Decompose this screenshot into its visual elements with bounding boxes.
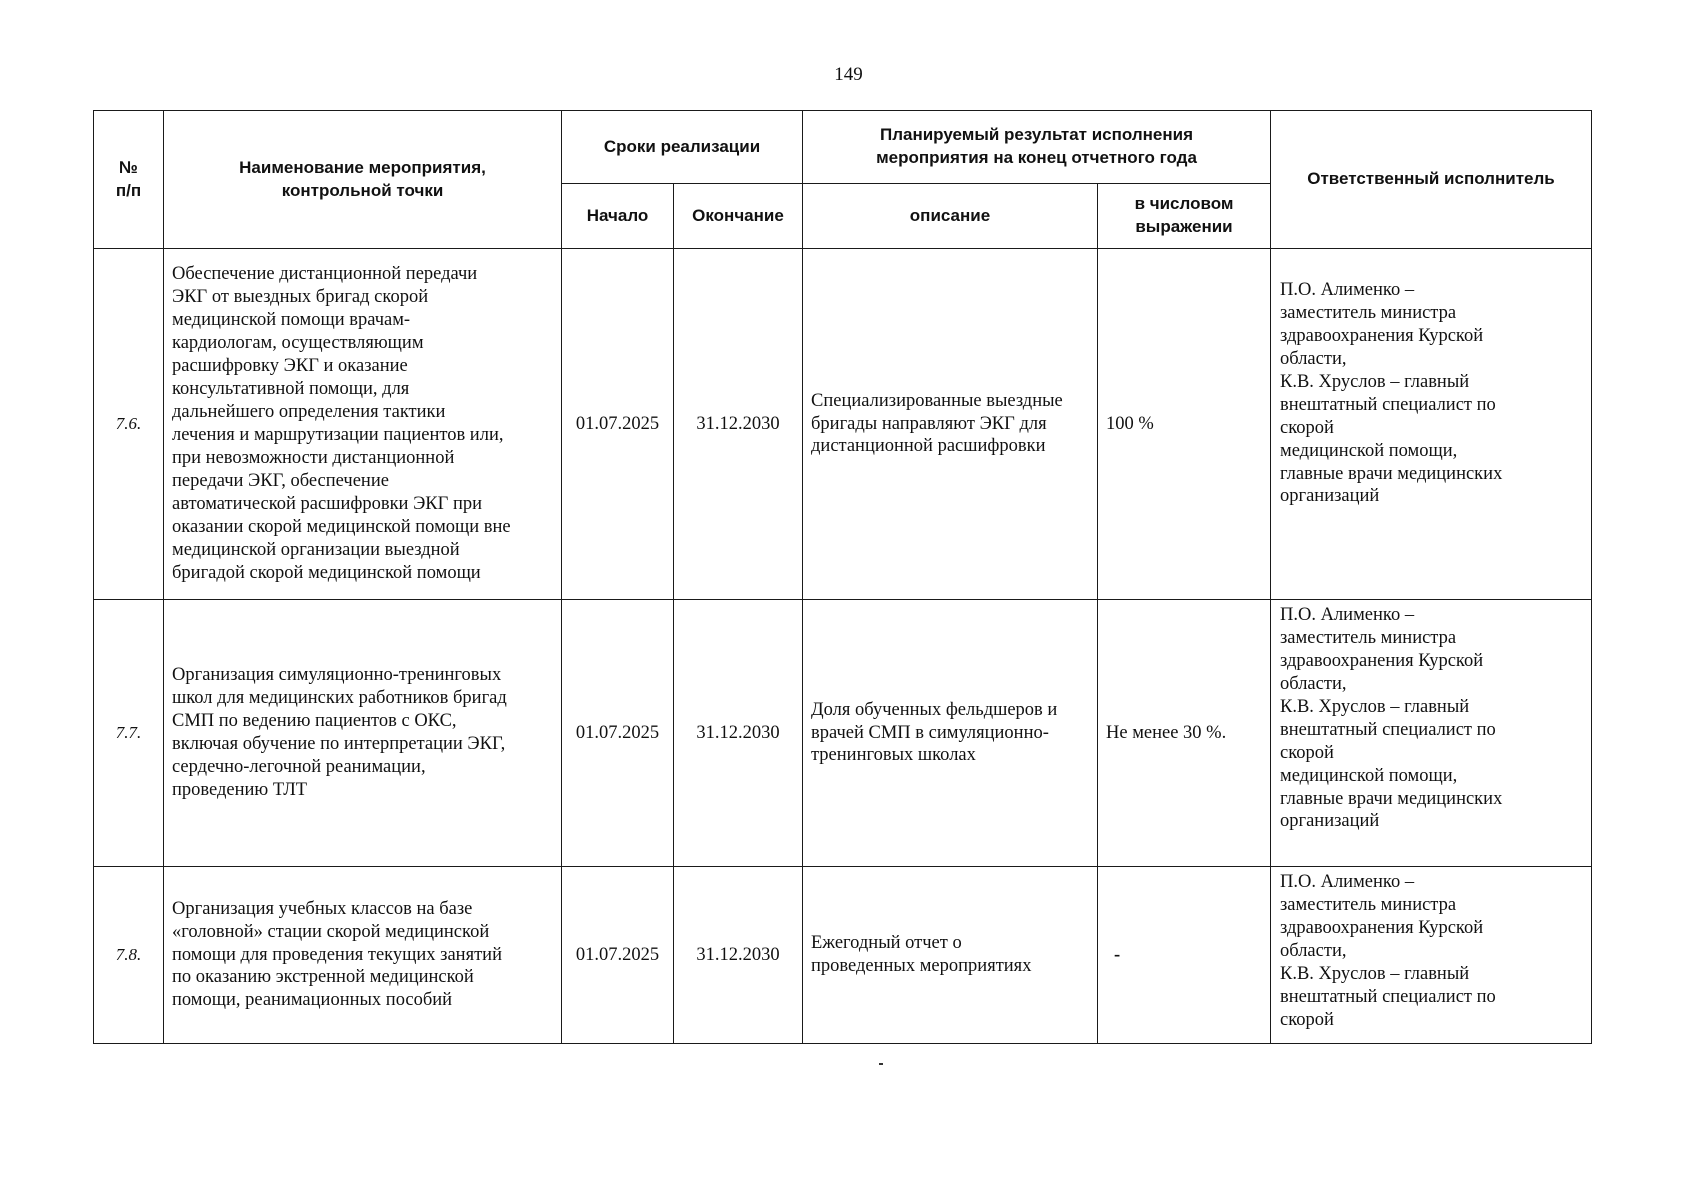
table-body — [94, 249, 1592, 1044]
text-line: Обеспечение дистанционной передачи — [172, 264, 478, 285]
text-line: Организация симуляционно-тренинговых — [172, 665, 502, 686]
header-end: Окончание — [674, 184, 803, 249]
result-description — [803, 600, 1098, 867]
text-line: расшифровку ЭКГ и оказание — [172, 356, 408, 377]
text-line: П.О. Алименко – — [1280, 872, 1415, 892]
responsible-executor — [1271, 600, 1592, 867]
text-line: скорой — [1280, 1009, 1334, 1030]
table-header — [94, 111, 1592, 249]
text-line: бригадой скорой медицинской помощи — [172, 562, 481, 583]
header-start: Начало — [562, 184, 674, 249]
activities-table — [93, 110, 1592, 1044]
text-line: П.О. Алименко – — [1280, 605, 1415, 625]
start-date: 01.07.2025 — [562, 867, 674, 1044]
text-line: оказании скорой медицинской помощи вне — [172, 516, 511, 537]
header-numeric-line2: выражении — [1135, 217, 1233, 236]
text-line: медицинской помощи, — [1280, 765, 1458, 786]
result-value — [1098, 867, 1271, 1044]
row-number: 7.6. — [94, 249, 164, 600]
text-line: заместитель министра — [1280, 627, 1457, 648]
text-line: области, — [1280, 348, 1347, 369]
text-line: кардиологам, осуществляющим — [172, 333, 424, 354]
text-line: СМП по ведению пациентов с ОКС, — [172, 711, 457, 732]
header-responsible: Ответственный исполнитель — [1271, 111, 1592, 249]
text-line: лечения и маршрутизации пациентов или, — [172, 425, 504, 445]
result-value: 100 % — [1098, 249, 1271, 600]
responsible-executor — [1271, 867, 1592, 1044]
header-planned-result — [803, 111, 1271, 184]
text-line: главные врачи медицинских — [1280, 463, 1503, 484]
text-line: тренинговых школах — [811, 745, 976, 766]
text-line: организаций — [1280, 486, 1380, 507]
text-line: здравоохранения Курской — [1280, 650, 1484, 671]
text-line: бригады направляют ЭКГ для — [811, 413, 1047, 434]
header-description: описание — [803, 184, 1098, 249]
start-date: 01.07.2025 — [562, 600, 674, 867]
row-number: 7.7. — [94, 600, 164, 867]
text-line: К.В. Хруслов – главный — [1280, 696, 1470, 717]
text-line: Доля обученных фельдшеров и — [811, 699, 1058, 720]
activity-name — [164, 867, 562, 1044]
end-date: 31.12.2030 — [674, 600, 803, 867]
row-number: 7.8. — [94, 867, 164, 1044]
activity-name — [164, 249, 562, 600]
result-value: Не менее 30 %. — [1098, 600, 1271, 867]
text-line: дистанционной расшифровки — [811, 436, 1046, 457]
header-name-line1: Наименование мероприятия, — [239, 157, 486, 177]
table-row — [94, 249, 1592, 600]
header-name — [164, 111, 562, 249]
text-line: К.В. Хруслов – главный — [1280, 963, 1470, 984]
text-line: заместитель министра — [1280, 894, 1457, 915]
text-line: включая обучение по интерпретации ЭКГ, — [172, 734, 506, 754]
text-line: Специализированные выездные — [811, 390, 1063, 411]
header-deadlines: Сроки реализации — [562, 111, 803, 184]
text-line: области, — [1280, 940, 1347, 961]
text-line: помощи для проведения текущих занятий — [172, 944, 502, 965]
text-line: дальнейшего определения тактики — [172, 402, 446, 423]
end-date: 31.12.2030 — [674, 249, 803, 600]
text-line: области, — [1280, 673, 1347, 694]
text-line: медицинской помощи врачам- — [172, 310, 411, 331]
text-line: К.В. Хруслов – главный — [1280, 371, 1470, 392]
text-line: проведению ТЛТ — [172, 779, 308, 800]
text-line: автоматической расшифровки ЭКГ при — [172, 493, 483, 514]
text-line: консультативной помощи, для — [172, 379, 410, 400]
scan-speck — [879, 1063, 883, 1065]
header-result-line2: мероприятия на конец отчетного года — [876, 148, 1197, 167]
result-description — [803, 867, 1098, 1044]
text-line: внештатный специалист по — [1280, 986, 1496, 1007]
text-line: главные врачи медицинских — [1280, 788, 1503, 809]
value-dash: - — [1114, 944, 1121, 965]
text-line: здравоохранения Курской — [1280, 325, 1484, 346]
result-description — [803, 249, 1098, 600]
text-line: передачи ЭКГ, обеспечение — [172, 470, 389, 491]
header-result-line1: Планируемый результат исполнения — [879, 125, 1194, 145]
text-line: Ежегодный отчет о — [811, 933, 962, 954]
text-line: проведенных мероприятиях — [811, 956, 1032, 976]
text-line: при невозможности дистанционной — [172, 447, 455, 468]
text-line: помощи, реанимационных пособий — [172, 990, 453, 1011]
text-line: ЭКГ от выездных бригад скорой — [172, 287, 429, 308]
table-row — [94, 600, 1592, 867]
text-line: школ для медицинских работников бригад — [172, 688, 507, 709]
end-date: 31.12.2030 — [674, 867, 803, 1044]
header-name-line2: контрольной точки — [281, 180, 444, 200]
text-line: скорой — [1280, 742, 1334, 763]
page-number: 149 — [834, 64, 863, 85]
header-number-line2: п/п — [115, 180, 142, 200]
header-numeric-value — [1098, 184, 1271, 249]
header-numeric-line1: в числовом — [1134, 194, 1234, 214]
text-line: скорой — [1280, 417, 1334, 438]
text-line: внештатный специалист по — [1280, 394, 1496, 415]
table-row — [94, 867, 1592, 1044]
header-number — [94, 111, 164, 249]
header-number-line1: № — [119, 157, 138, 177]
text-line: внештатный специалист по — [1280, 719, 1496, 740]
responsible-executor — [1271, 249, 1592, 600]
text-line: медицинской помощи, — [1280, 440, 1458, 461]
text-line: врачей СМП в симуляционно- — [811, 722, 1049, 743]
text-line: здравоохранения Курской — [1280, 917, 1484, 938]
text-line: организаций — [1280, 811, 1380, 832]
text-line: медицинской организации выездной — [172, 539, 460, 560]
start-date: 01.07.2025 — [562, 249, 674, 600]
text-line: П.О. Алименко – — [1280, 280, 1415, 300]
text-line: Организация учебных классов на базе — [172, 898, 473, 919]
text-line: заместитель министра — [1280, 302, 1457, 323]
text-line: «головной» стации скорой медицинской — [172, 921, 490, 942]
text-line: сердечно-легочной реанимации, — [172, 756, 426, 777]
activity-name — [164, 600, 562, 867]
text-line: по оказанию экстренной медицинской — [172, 967, 474, 988]
